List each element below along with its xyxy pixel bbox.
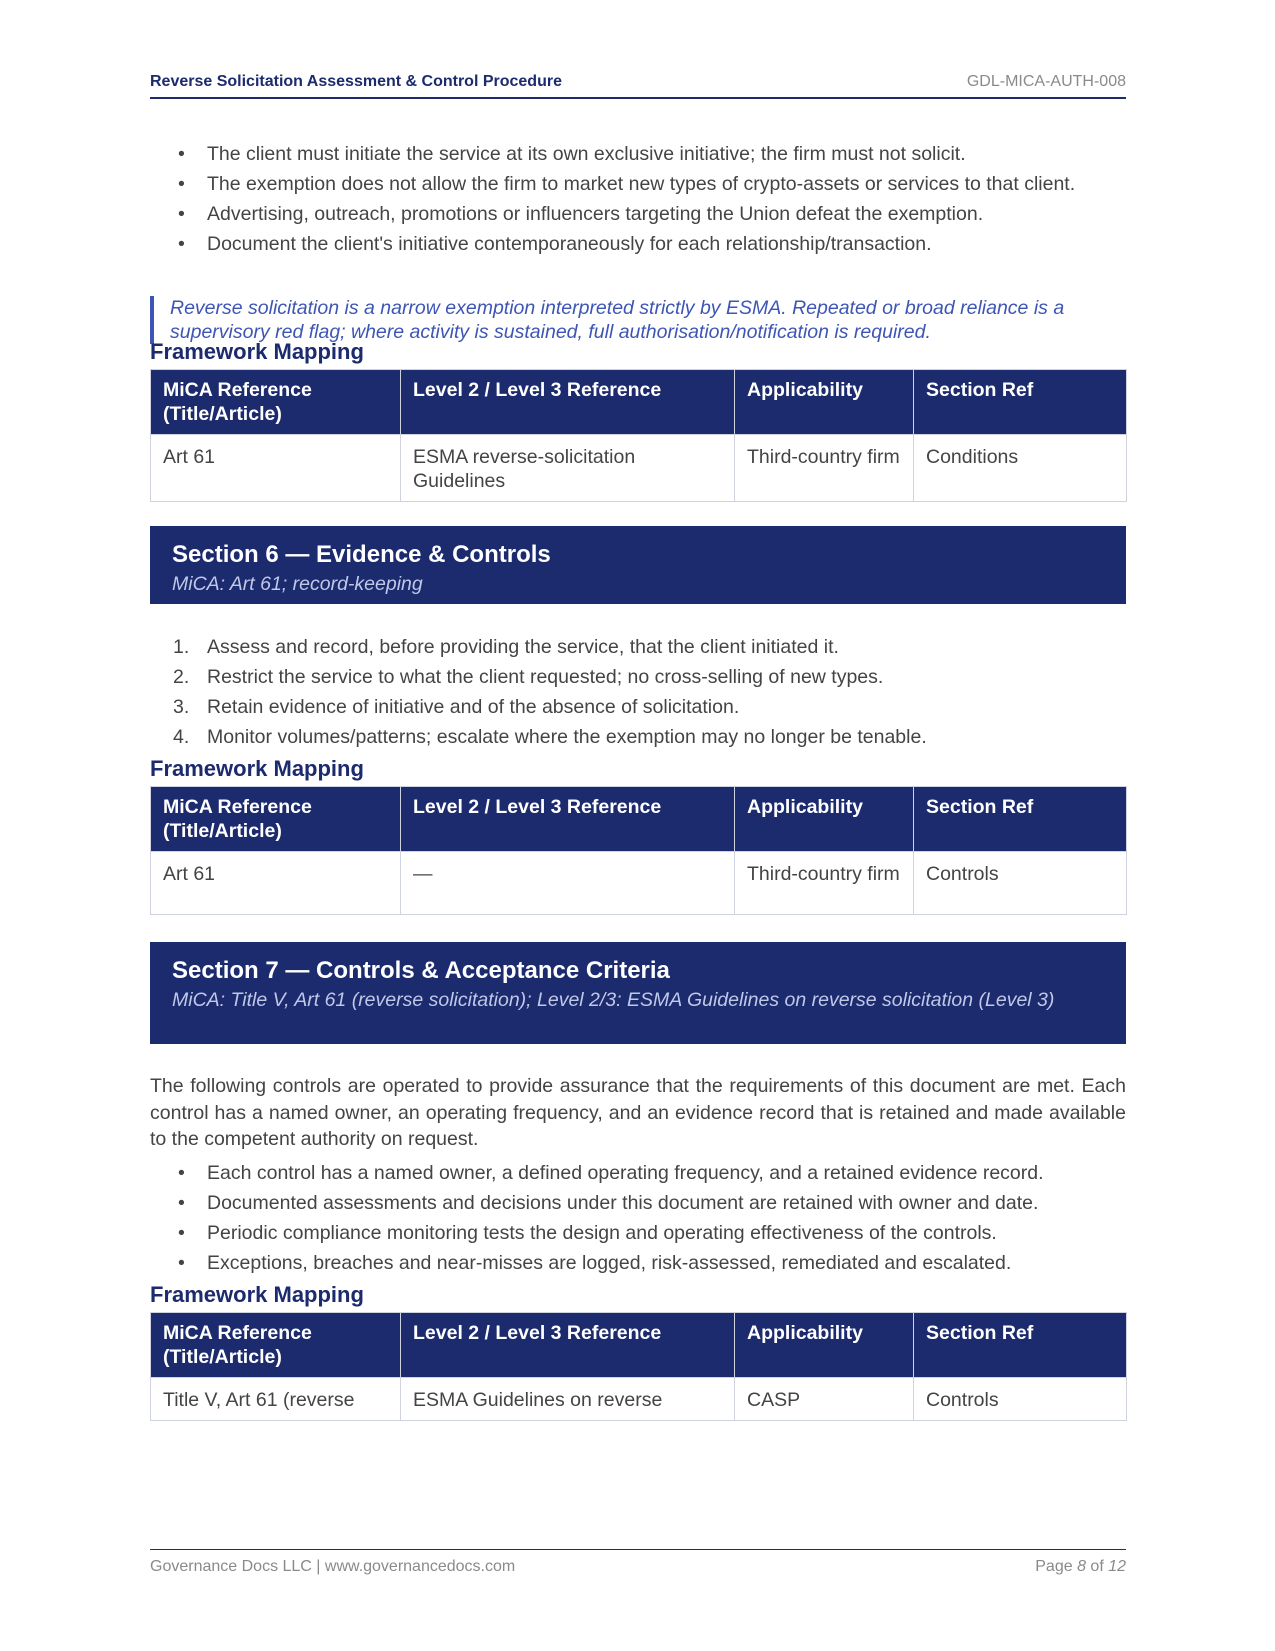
bullet-icon: •	[178, 1222, 185, 1244]
section-7-banner	[150, 942, 1126, 1044]
table-cell: Third-country firm	[735, 852, 914, 915]
table-cell: Title V, Art 61 (reverse	[151, 1378, 401, 1421]
bullet-icon: •	[178, 173, 185, 195]
table-header-row	[151, 1313, 1127, 1378]
section-subtitle: MiCA: Title V, Art 61 (reverse solicitation); Level 2/3: ESMA Guidelines on reverse solicitation (Level 3)	[172, 989, 1055, 1011]
table-cell: Art 61	[151, 852, 401, 915]
column-header: MiCA Reference (Title/Article)	[151, 1313, 401, 1378]
section-title: Section 7 — Controls & Acceptance Criteria	[172, 957, 670, 984]
list-item: 3. Retain evidence of initiative and of the absence of solicitation.	[173, 696, 740, 718]
bullet-icon: •	[178, 1192, 185, 1214]
evidence-steps-list	[150, 635, 1126, 755]
list-item: • Document the client's initiative contemporaneously for each relationship/transaction.	[178, 233, 932, 255]
section-7-intro-paragraph: The following controls are operated to provide assurance that the requirements of this document are met. Each control has a named owner, an operating frequency, and an evidence record that is retained and made available to the competent authority on request.	[150, 1075, 1126, 1150]
table-cell: Controls	[914, 852, 1127, 915]
conditions-bullet-list	[150, 142, 1126, 262]
section-6-banner	[150, 526, 1126, 604]
footer-company: Governance Docs LLC | www.governancedocs.com	[150, 1558, 516, 1575]
callout-note: Reverse solicitation is a narrow exemption interpreted strictly by ESMA. Repeated or broad reliance is a supervisory red flag; where activity is sustained, full authorisation/notification is required.	[150, 296, 1120, 344]
framework-mapping-heading: Framework Mapping	[150, 339, 364, 364]
list-item: • The exemption does not allow the firm to market new types of crypto-assets or services to that client.	[178, 173, 1076, 195]
framework-mapping-heading: Framework Mapping	[150, 1282, 364, 1307]
table-header-row	[151, 370, 1127, 435]
column-header: Section Ref	[914, 787, 1127, 852]
column-header: Section Ref	[914, 370, 1127, 435]
bullet-icon: •	[178, 1252, 185, 1274]
list-item: 1. Assess and record, before providing the service, that the client initiated it.	[173, 636, 839, 658]
bullet-icon: •	[178, 203, 185, 225]
table-cell: Controls	[914, 1378, 1127, 1421]
list-item: • Periodic compliance monitoring tests the design and operating effectiveness of the controls.	[178, 1222, 997, 1244]
column-header: Section Ref	[914, 1313, 1127, 1378]
column-header: Level 2 / Level 3 Reference	[401, 1313, 735, 1378]
table-row	[151, 852, 1127, 915]
bullet-icon: •	[178, 1162, 185, 1184]
page-header	[150, 73, 1126, 99]
controls-bullet-list	[150, 1161, 1126, 1281]
table-row	[151, 1378, 1127, 1421]
list-item: • Exceptions, breaches and near-misses are logged, risk-assessed, remediated and escalated.	[178, 1252, 1012, 1274]
table-cell: ESMA Guidelines on reverse	[401, 1378, 735, 1421]
framework-mapping-table	[150, 369, 1127, 502]
list-item: 4. Monitor volumes/patterns; escalate where the exemption may no longer be tenable.	[173, 726, 927, 748]
list-item: • Documented assessments and decisions under this document are retained with owner and date.	[178, 1192, 1039, 1214]
column-header: MiCA Reference (Title/Article)	[151, 787, 401, 852]
table-header-row	[151, 787, 1127, 852]
column-header: Level 2 / Level 3 Reference	[401, 787, 735, 852]
page-number: Page 8 of 12	[1035, 1558, 1126, 1575]
section-subtitle: MiCA: Art 61; record-keeping	[172, 573, 423, 595]
list-item: • Advertising, outreach, promotions or influencers targeting the Union defeat the exemption.	[178, 203, 984, 225]
bullet-icon: •	[178, 143, 185, 165]
table-cell: —	[401, 852, 735, 915]
table-cell: ESMA reverse-solicitation Guidelines	[401, 435, 735, 502]
bullet-icon: •	[178, 233, 185, 255]
header-title: Reverse Solicitation Assessment & Control Procedure	[150, 73, 562, 90]
section-title: Section 6 — Evidence & Controls	[172, 541, 551, 568]
table-cell: Conditions	[914, 435, 1127, 502]
framework-mapping-table	[150, 1312, 1127, 1421]
table-cell: CASP	[735, 1378, 914, 1421]
table-cell: Third-country firm	[735, 435, 914, 502]
list-item: 2. Restrict the service to what the client requested; no cross-selling of new types.	[173, 666, 884, 688]
framework-mapping-table	[150, 786, 1127, 915]
column-header: Applicability	[735, 1313, 914, 1378]
column-header: Applicability	[735, 787, 914, 852]
list-item: • Each control has a named owner, a defined operating frequency, and a retained evidence record.	[178, 1162, 1044, 1184]
column-header: Level 2 / Level 3 Reference	[401, 370, 735, 435]
framework-mapping-heading: Framework Mapping	[150, 756, 364, 781]
table-cell: Art 61	[151, 435, 401, 502]
page-footer	[150, 1549, 1126, 1575]
list-item: • The client must initiate the service at its own exclusive initiative; the firm must not solicit.	[178, 143, 966, 165]
column-header: MiCA Reference (Title/Article)	[151, 370, 401, 435]
document-code: GDL-MICA-AUTH-008	[966, 73, 1126, 90]
table-row	[151, 435, 1127, 502]
column-header: Applicability	[735, 370, 914, 435]
